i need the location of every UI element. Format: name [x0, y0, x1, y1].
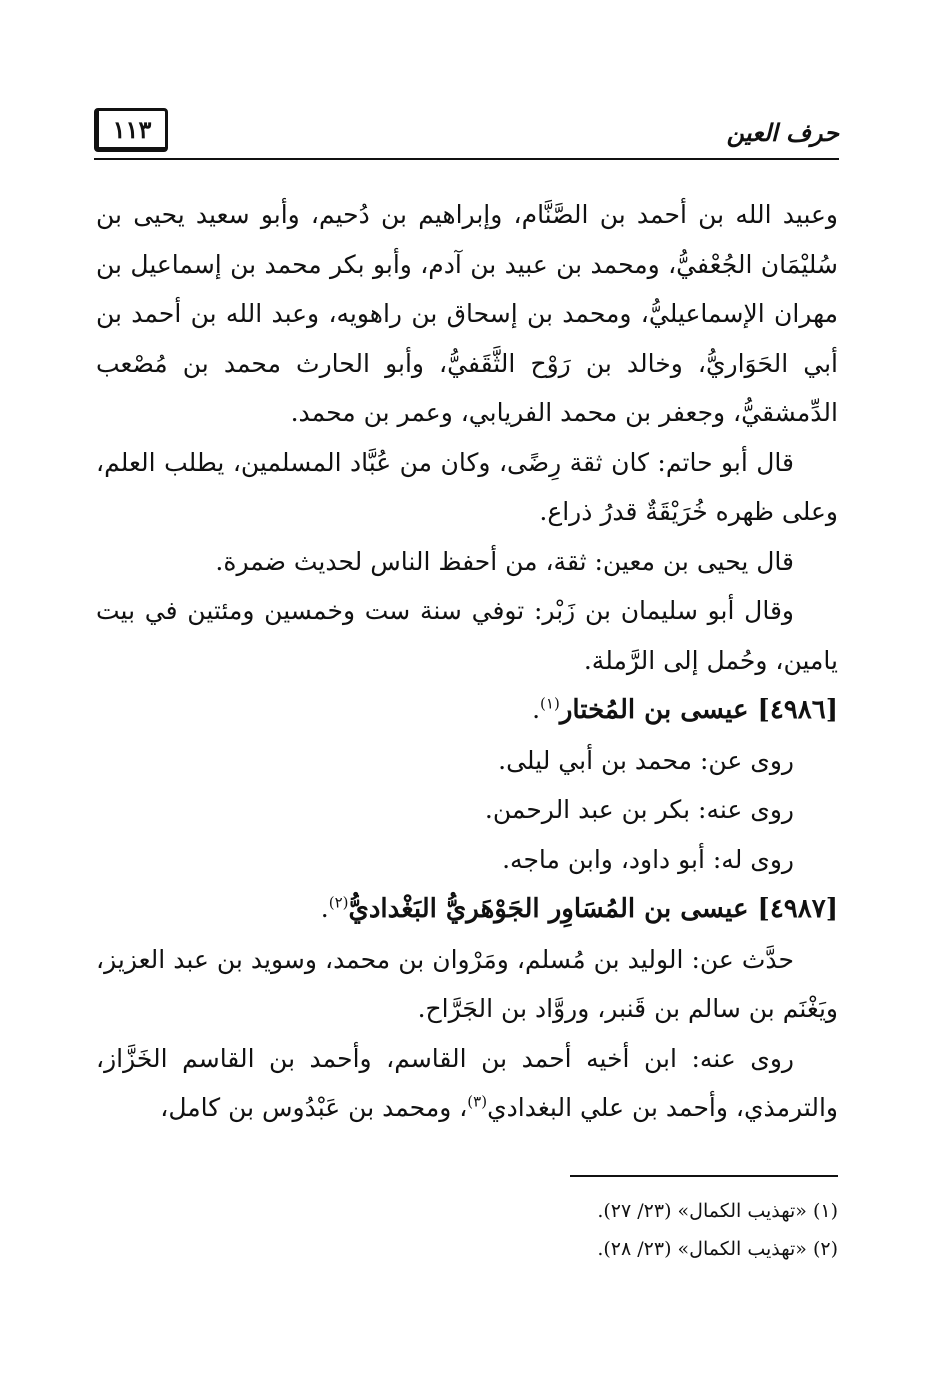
entry-heading-period: .: [320, 894, 329, 923]
entry-title: [٤٩٨٦] عيسى بن المُختار: [559, 695, 838, 725]
paragraph-ibn-main: قال يحيى بن معين: ثقة، من أحفظ الناس لحديث ضمرة.: [215, 546, 794, 576]
paragraph-narrators-list: وعبيد الله بن أحمد بن الصَّنَّام، وإبراهيم بن دُحيم، وأبو سعيد يحيى بن سُليْمَان الجُعْفيُّ، ومحمد بن عبيد بن آدم، وأبو بكر محمد بن إسماعيل بن مهران الإسماعيليُّ، ومحمد بن إسحاق بن راهويه، وعبد الله بن أحمد بن أبي الحَوَاريُّ، وخالد بن رَوْح الثَّقَفيُّ، وأبو الحارث محمد بن مُصْعب الدِّمشقيُّ، وجعفر بن محمد الفريابي، وعمر بن محمد.: [96, 200, 838, 427]
page-number: ١١٣: [94, 108, 168, 152]
entry-title: [٤٩٨٧] عيسى بن المُسَاوِر الجَوْهَريُّ البَغْداديُّ: [348, 894, 838, 924]
entry-line-rawa-lahu: روى له: أبو داود، وابن ماجه.: [502, 844, 794, 874]
entry-heading-4986: [96, 685, 838, 736]
main-text: [96, 190, 838, 1133]
entry-line-rawa-an: روى عن: محمد بن أبي ليلى.: [498, 745, 794, 775]
footnote-ref: (٣): [467, 1092, 488, 1111]
entry-heading-4987: [96, 884, 838, 935]
footnotes: [338, 1192, 838, 1268]
paragraph-abu-hatim: قال أبو حاتم: كان ثقة رِضًى، وكان من عُبَّاد المسلمين، يطلب العلم، وعلى ظهره خُرَيْقَةٌ قدرُ ذراع.: [96, 447, 838, 526]
footnote-1: (١) «تهذيب الكمال» (٢٣/ ٢٧).: [597, 1200, 838, 1222]
paragraph-rawa-anhu-part2: ، ومحمد بن عَبْدُوس بن كامل،: [160, 1093, 468, 1122]
header-rule: [94, 158, 839, 160]
page-header: [94, 108, 839, 160]
footnote-ref: (٢): [328, 893, 349, 912]
entry-line-rawa-anhu: روى عنه: بكر بن عبد الرحمن.: [484, 795, 794, 824]
entry-heading-period: .: [532, 695, 541, 724]
paragraph-haddatha-an: حدَّث عن: الوليد بن مُسلم، ومَرْوان بن محمد، وسويد بن عبد العزيز، ويَغْنَم بن سالم بن قَنبر، وروَّاد بن الجَرَّاح.: [96, 944, 838, 1023]
footnote-2: (٢) «تهذيب الكمال» (٢٣/ ٢٨).: [597, 1238, 838, 1260]
footnote-ref: (١): [540, 694, 560, 713]
paragraph-rawa-anhu: [96, 1034, 838, 1133]
footnote-rule: [570, 1175, 838, 1177]
running-head: حرف العين: [726, 118, 839, 147]
paragraph-death: وقال أبو سليمان بن زَبْر: توفي سنة ست وخمسين ومئتين في بيت يامين، وحُمل إلى الرَّملة.: [96, 596, 838, 675]
paragraph-rawa-anhu-part1: روى عنه: ابن أخيه أحمد بن القاسم، وأحمد بن القاسم الخَزَّاز، والترمذي، وأحمد بن علي البغدادي: [96, 1043, 838, 1122]
